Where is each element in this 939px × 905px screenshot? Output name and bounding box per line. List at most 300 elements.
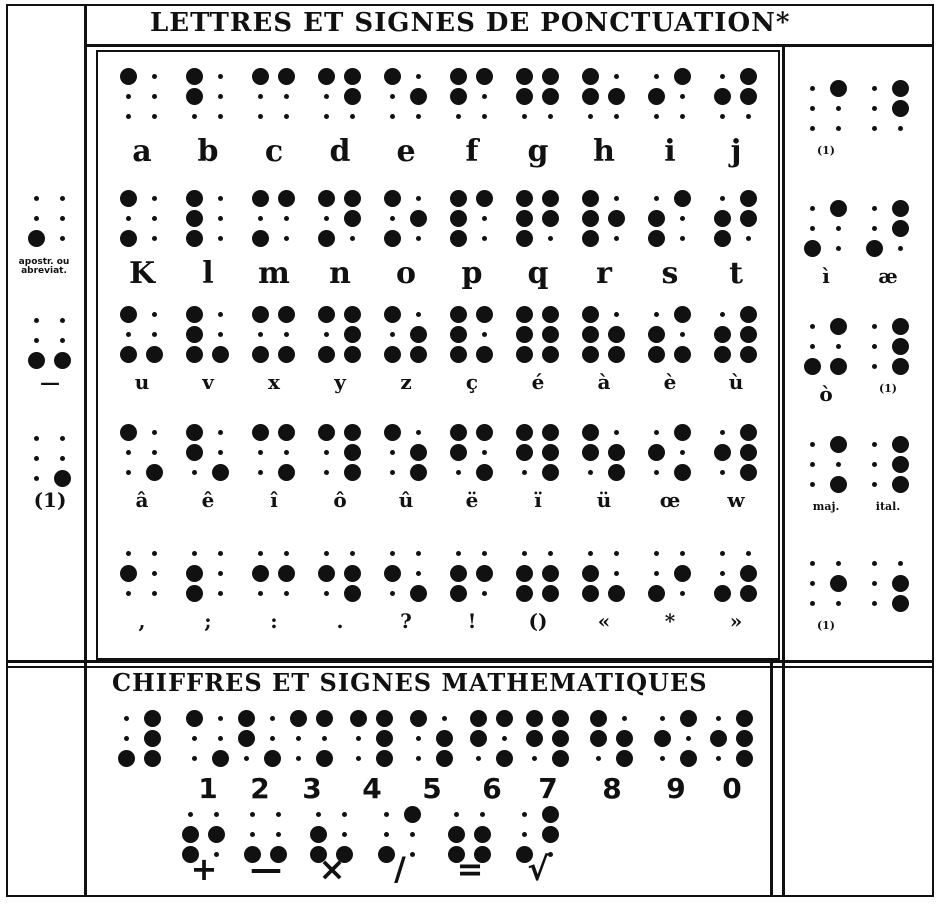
- side-cell-7: [866, 436, 910, 496]
- cell-label: x: [268, 370, 280, 394]
- flat-dot: [416, 312, 421, 317]
- raised-dot: [384, 68, 401, 85]
- braille-cell-3-6: [516, 424, 560, 484]
- flat-dot: [126, 332, 131, 337]
- raised-dot: [476, 565, 493, 582]
- raised-dot: [252, 68, 269, 85]
- raised-dot: [516, 68, 533, 85]
- flat-dot: [720, 114, 725, 119]
- flat-dot: [836, 601, 841, 606]
- cell-label: o: [395, 256, 416, 291]
- flat-dot: [192, 470, 197, 475]
- flat-dot: [872, 126, 877, 131]
- flat-dot: [416, 736, 421, 741]
- flat-dot: [390, 551, 395, 556]
- raised-dot: [648, 346, 665, 363]
- digit-cell-0: [118, 710, 162, 770]
- raised-dot: [344, 326, 361, 343]
- flat-dot: [34, 318, 39, 323]
- cell-label: +: [190, 850, 218, 888]
- cell-label: (1): [878, 382, 898, 395]
- flat-dot: [522, 812, 527, 817]
- flat-dot: [454, 812, 459, 817]
- left-cell-0: [28, 190, 72, 250]
- cell-label: *: [664, 609, 676, 633]
- flat-dot: [244, 756, 249, 761]
- cell-label: ï: [534, 488, 542, 512]
- raised-dot: [740, 464, 757, 481]
- cell-label: œ: [659, 488, 681, 512]
- raised-dot: [410, 710, 427, 727]
- cell-label: c: [264, 134, 284, 169]
- raised-dot: [278, 190, 295, 207]
- flat-dot: [680, 236, 685, 241]
- flat-dot: [746, 551, 751, 556]
- braille-cell-2-6: [516, 306, 560, 366]
- cell-label: 0: [722, 772, 742, 805]
- raised-dot: [120, 190, 137, 207]
- braille-cell-1-0: [120, 190, 164, 250]
- raised-dot: [542, 585, 559, 602]
- flat-dot: [810, 324, 815, 329]
- raised-dot: [344, 424, 361, 441]
- raised-dot: [318, 346, 335, 363]
- flat-dot: [588, 114, 593, 119]
- raised-dot: [582, 565, 599, 582]
- raised-dot: [542, 210, 559, 227]
- flat-dot: [284, 332, 289, 337]
- braille-cell-0-6: [516, 68, 560, 128]
- digit-cell-4: [350, 710, 394, 770]
- flat-dot: [324, 94, 329, 99]
- flat-dot: [456, 551, 461, 556]
- flat-dot: [416, 571, 421, 576]
- braille-cell-2-9: [714, 306, 758, 366]
- cell-label: 3: [302, 772, 322, 805]
- braille-cell-2-3: [318, 306, 362, 366]
- flat-dot: [152, 196, 157, 201]
- flat-dot: [284, 216, 289, 221]
- flat-dot: [836, 106, 841, 111]
- raised-dot: [648, 210, 665, 227]
- cell-label: g: [527, 134, 549, 169]
- raised-dot: [474, 826, 491, 843]
- braille-cell-0-4: [384, 68, 428, 128]
- flat-dot: [482, 591, 487, 596]
- braille-cell-3-5: [450, 424, 494, 484]
- side-cell-1: [866, 80, 910, 140]
- flat-dot: [614, 571, 619, 576]
- raised-dot: [804, 358, 821, 375]
- cell-label: «: [597, 609, 611, 633]
- flat-dot: [810, 206, 815, 211]
- cell-label: n: [329, 256, 351, 291]
- flat-dot: [152, 236, 157, 241]
- raised-dot: [404, 806, 421, 823]
- cell-label: r: [596, 256, 612, 291]
- flat-dot: [60, 196, 65, 201]
- flat-dot: [482, 332, 487, 337]
- raised-dot: [278, 424, 295, 441]
- raised-dot: [516, 88, 533, 105]
- flat-dot: [34, 436, 39, 441]
- raised-dot: [680, 710, 697, 727]
- apostrophe-note: apostr. ou abreviat.: [18, 257, 70, 276]
- raised-dot: [144, 750, 161, 767]
- flat-dot: [614, 196, 619, 201]
- raised-dot: [186, 210, 203, 227]
- flat-dot: [188, 812, 193, 817]
- raised-dot: [516, 190, 533, 207]
- side-cell-9: [866, 555, 910, 615]
- flat-dot: [482, 236, 487, 241]
- raised-dot: [186, 88, 203, 105]
- flat-dot: [34, 338, 39, 343]
- raised-dot: [450, 424, 467, 441]
- raised-dot: [892, 456, 909, 473]
- raised-dot: [830, 358, 847, 375]
- braille-cell-0-2: [252, 68, 296, 128]
- cell-label: â: [135, 488, 149, 512]
- raised-dot: [736, 750, 753, 767]
- flat-dot: [390, 216, 395, 221]
- cell-label: (1): [33, 488, 67, 512]
- braille-cell-1-3: [318, 190, 362, 250]
- raised-dot: [310, 826, 327, 843]
- braille-cell-3-7: [582, 424, 626, 484]
- raised-dot: [830, 200, 847, 217]
- raised-dot: [212, 750, 229, 767]
- flat-dot: [356, 736, 361, 741]
- raised-dot: [344, 346, 361, 363]
- cell-label: 4: [362, 772, 382, 805]
- flat-dot: [442, 716, 447, 721]
- raised-dot: [552, 730, 569, 747]
- braille-cell-1-7: [582, 190, 626, 250]
- flat-dot: [384, 812, 389, 817]
- flat-dot: [686, 736, 691, 741]
- raised-dot: [892, 358, 909, 375]
- flat-dot: [416, 430, 421, 435]
- cell-label: ù: [728, 370, 744, 394]
- raised-dot: [740, 585, 757, 602]
- raised-dot: [892, 220, 909, 237]
- raised-dot: [648, 326, 665, 343]
- flat-dot: [390, 94, 395, 99]
- flat-dot: [34, 216, 39, 221]
- raised-dot: [740, 444, 757, 461]
- raised-dot: [450, 68, 467, 85]
- raised-dot: [186, 326, 203, 343]
- raised-dot: [526, 710, 543, 727]
- raised-dot: [186, 444, 203, 461]
- raised-dot: [344, 88, 361, 105]
- raised-dot: [146, 464, 163, 481]
- flat-dot: [218, 312, 223, 317]
- raised-dot: [542, 826, 559, 843]
- flat-dot: [126, 591, 131, 596]
- flat-dot: [522, 470, 527, 475]
- raised-dot: [674, 346, 691, 363]
- cell-label: K: [128, 256, 156, 291]
- raised-dot: [436, 750, 453, 767]
- braille-cell-0-1: [186, 68, 230, 128]
- cell-label: 8: [602, 772, 622, 805]
- braille-cell-4-7: [582, 545, 626, 605]
- flat-dot: [390, 332, 395, 337]
- raised-dot: [740, 68, 757, 85]
- raised-dot: [476, 190, 493, 207]
- flat-dot: [716, 756, 721, 761]
- flat-dot: [218, 716, 223, 721]
- braille-cell-1-4: [384, 190, 428, 250]
- raised-dot: [120, 424, 137, 441]
- flat-dot: [680, 114, 685, 119]
- flat-dot: [152, 332, 157, 337]
- cell-label: t: [729, 256, 743, 291]
- cell-label: l: [202, 256, 214, 291]
- flat-dot: [660, 716, 665, 721]
- raised-dot: [450, 306, 467, 323]
- raised-dot: [450, 585, 467, 602]
- side-cell-2: [804, 200, 848, 260]
- flat-dot: [482, 216, 487, 221]
- raised-dot: [476, 464, 493, 481]
- flat-dot: [680, 591, 685, 596]
- raised-dot: [830, 80, 847, 97]
- flat-dot: [836, 246, 841, 251]
- raised-dot: [450, 444, 467, 461]
- cell-label: i: [664, 134, 676, 169]
- flat-dot: [746, 114, 751, 119]
- flat-dot: [654, 571, 659, 576]
- flat-dot: [324, 450, 329, 455]
- flat-dot: [284, 114, 289, 119]
- braille-cell-3-9: [714, 424, 758, 484]
- flat-dot: [416, 114, 421, 119]
- braille-cell-0-0: [120, 68, 164, 128]
- digit-cell-7: [526, 710, 570, 770]
- raised-dot: [582, 585, 599, 602]
- raised-dot: [318, 68, 335, 85]
- raised-dot: [516, 424, 533, 441]
- digit-cell-2: [238, 710, 282, 770]
- flat-dot: [654, 470, 659, 475]
- flat-dot: [324, 332, 329, 337]
- raised-dot: [120, 230, 137, 247]
- raised-dot: [542, 444, 559, 461]
- cell-label: =: [456, 850, 484, 888]
- flat-dot: [250, 832, 255, 837]
- raised-dot: [344, 306, 361, 323]
- side-cell-5: [866, 318, 910, 378]
- cell-label: ,: [138, 609, 146, 633]
- raised-dot: [542, 190, 559, 207]
- flat-dot: [456, 470, 461, 475]
- flat-dot: [276, 812, 281, 817]
- raised-dot: [542, 306, 559, 323]
- flat-dot: [218, 736, 223, 741]
- raised-dot: [278, 68, 295, 85]
- raised-dot: [252, 230, 269, 247]
- raised-dot: [376, 730, 393, 747]
- flat-dot: [810, 442, 815, 447]
- flat-dot: [872, 581, 877, 586]
- raised-dot: [384, 346, 401, 363]
- raised-dot: [892, 476, 909, 493]
- flat-dot: [810, 226, 815, 231]
- flat-dot: [416, 551, 421, 556]
- braille-cell-2-5: [450, 306, 494, 366]
- cell-label: î: [270, 488, 278, 512]
- flat-dot: [270, 736, 275, 741]
- raised-dot: [804, 240, 821, 257]
- braille-cell-3-3: [318, 424, 362, 484]
- flat-dot: [810, 581, 815, 586]
- braille-cell-2-2: [252, 306, 296, 366]
- flat-dot: [872, 462, 877, 467]
- raised-dot: [648, 88, 665, 105]
- raised-dot: [290, 710, 307, 727]
- raised-dot: [384, 306, 401, 323]
- raised-dot: [278, 464, 295, 481]
- cell-label: ò: [819, 382, 833, 406]
- raised-dot: [674, 565, 691, 582]
- raised-dot: [144, 710, 161, 727]
- raised-dot: [674, 306, 691, 323]
- cell-label: ;: [204, 609, 212, 633]
- flat-dot: [502, 736, 507, 741]
- raised-dot: [120, 565, 137, 582]
- flat-dot: [350, 114, 355, 119]
- flat-dot: [390, 114, 395, 119]
- flat-dot: [654, 74, 659, 79]
- raised-dot: [714, 346, 731, 363]
- raised-dot: [892, 200, 909, 217]
- raised-dot: [516, 565, 533, 582]
- flat-dot: [126, 94, 131, 99]
- flat-dot: [152, 114, 157, 119]
- flat-dot: [522, 832, 527, 837]
- side-cell-4: [804, 318, 848, 378]
- braille-cell-1-1: [186, 190, 230, 250]
- raised-dot: [892, 338, 909, 355]
- flat-dot: [124, 716, 129, 721]
- raised-dot: [344, 444, 361, 461]
- cell-label: »: [729, 609, 743, 633]
- cell-label: (): [528, 609, 548, 633]
- digit-cell-6: [470, 710, 514, 770]
- raised-dot: [436, 730, 453, 747]
- digit-cell-3: [290, 710, 334, 770]
- raised-dot: [252, 306, 269, 323]
- section-divider: [6, 660, 934, 663]
- flat-dot: [152, 216, 157, 221]
- flat-dot: [836, 344, 841, 349]
- flat-dot: [482, 450, 487, 455]
- flat-dot: [218, 74, 223, 79]
- braille-cell-0-8: [648, 68, 692, 128]
- braille-cell-4-1: [186, 545, 230, 605]
- raised-dot: [28, 230, 45, 247]
- raised-dot: [54, 352, 71, 369]
- raised-dot: [344, 190, 361, 207]
- raised-dot: [830, 476, 847, 493]
- raised-dot: [892, 318, 909, 335]
- cell-label: p: [461, 256, 483, 291]
- flat-dot: [872, 324, 877, 329]
- raised-dot: [740, 210, 757, 227]
- flat-dot: [324, 216, 329, 221]
- cell-label: (1): [816, 619, 836, 632]
- braille-cell-4-8: [648, 545, 692, 605]
- flat-dot: [218, 450, 223, 455]
- flat-dot: [218, 94, 223, 99]
- raised-dot: [590, 710, 607, 727]
- raised-dot: [608, 444, 625, 461]
- flat-dot: [284, 551, 289, 556]
- flat-dot: [680, 216, 685, 221]
- flat-dot: [60, 216, 65, 221]
- raised-dot: [608, 464, 625, 481]
- raised-dot: [450, 88, 467, 105]
- flat-dot: [152, 551, 157, 556]
- raised-dot: [316, 710, 333, 727]
- raised-dot: [450, 210, 467, 227]
- flat-dot: [720, 571, 725, 576]
- raised-dot: [542, 68, 559, 85]
- flat-dot: [126, 470, 131, 475]
- raised-dot: [542, 326, 559, 343]
- cell-label: /: [394, 850, 406, 888]
- raised-dot: [344, 68, 361, 85]
- flat-dot: [218, 430, 223, 435]
- braille-cell-2-4: [384, 306, 428, 366]
- raised-dot: [582, 68, 599, 85]
- flat-dot: [872, 482, 877, 487]
- flat-dot: [60, 436, 65, 441]
- flat-dot: [152, 94, 157, 99]
- raised-dot: [318, 424, 335, 441]
- right-column-divider: [782, 47, 785, 897]
- raised-dot: [410, 88, 427, 105]
- raised-dot: [186, 424, 203, 441]
- flat-dot: [482, 551, 487, 556]
- raised-dot: [892, 436, 909, 453]
- flat-dot: [872, 86, 877, 91]
- braille-cell-2-7: [582, 306, 626, 366]
- flat-dot: [836, 462, 841, 467]
- cell-label: ë: [465, 488, 479, 512]
- flat-dot: [356, 756, 361, 761]
- flat-dot: [810, 106, 815, 111]
- raised-dot: [674, 424, 691, 441]
- braille-cell-0-7: [582, 68, 626, 128]
- braille-cell-1-9: [714, 190, 758, 250]
- braille-cell-1-8: [648, 190, 692, 250]
- cell-label: ç: [465, 370, 479, 394]
- raised-dot: [526, 730, 543, 747]
- flat-dot: [720, 430, 725, 435]
- raised-dot: [120, 346, 137, 363]
- raised-dot: [648, 585, 665, 602]
- flat-dot: [680, 450, 685, 455]
- raised-dot: [736, 730, 753, 747]
- raised-dot: [186, 565, 203, 582]
- raised-dot: [542, 464, 559, 481]
- raised-dot: [410, 585, 427, 602]
- raised-dot: [740, 326, 757, 343]
